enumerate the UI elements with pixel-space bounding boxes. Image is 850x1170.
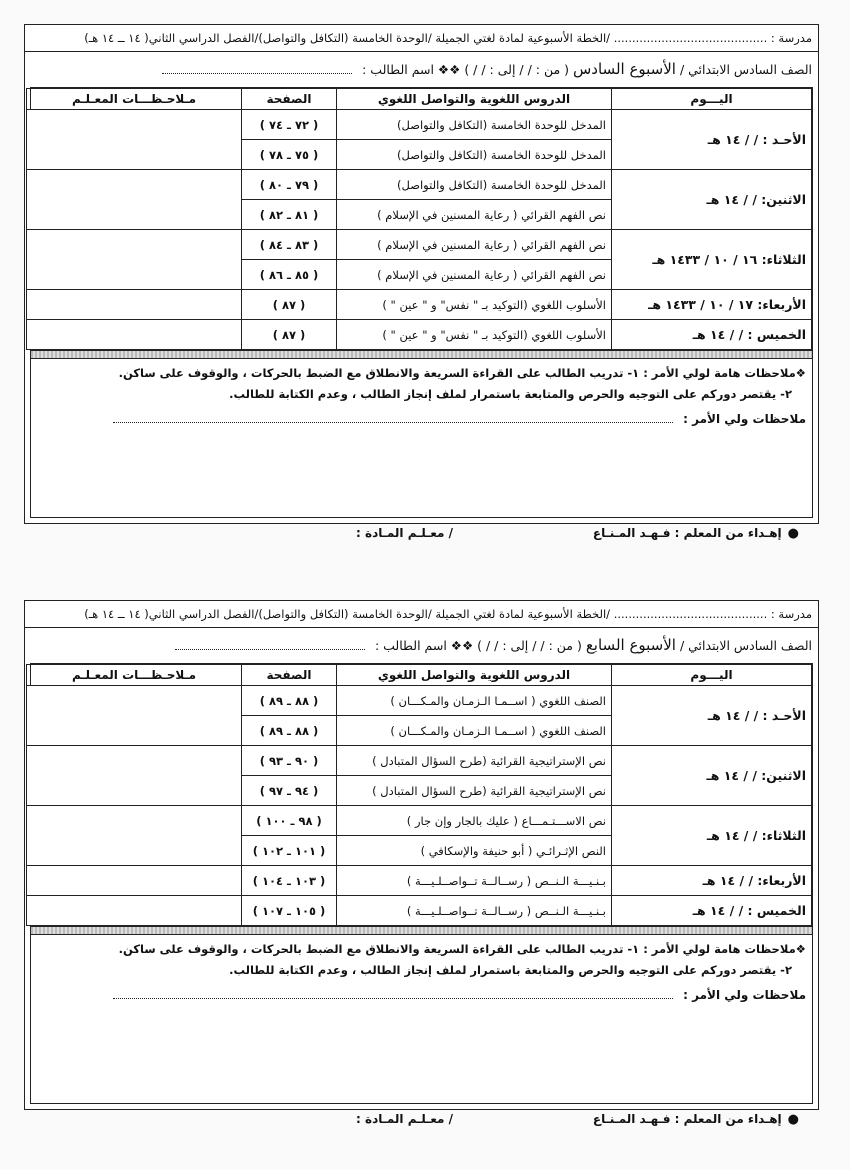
header-teacher-notes: مـلاحـظـــات المعـلـم: [27, 665, 242, 686]
header-day: اليـــوم: [612, 89, 812, 110]
table-row: [27, 110, 812, 140]
school-label: مدرسة :: [770, 31, 812, 45]
table-row: [27, 290, 812, 320]
day-cell: الخميس : / / ١٤ هـ: [612, 320, 812, 350]
teacher-credit-text: إهـداء من المعلم : فـهـد المـنـاع: [592, 1112, 782, 1126]
notes-line-1: ❖ملاحظات هامة لولي الأمر : ١- تدريب الطالب على القراءة السريعة والانطلاق مع الضبط بالحركات ، والوقوف على ساكن.: [118, 942, 806, 956]
student-name-blank: [162, 61, 352, 74]
day-cell: الاثنين: / / ١٤ هـ: [612, 170, 812, 230]
weekly-plan-sheet-week-6: [24, 24, 819, 541]
lesson-cell: بـنـيـــة الـنــص ( رســالــة تــواصــلـيـــة ): [337, 896, 612, 926]
lesson-cell: المدخل للوحدة الخامسة (التكافل والتواصل): [337, 170, 612, 200]
page-cell: ( ٨٧ ): [242, 290, 337, 320]
table-row: [27, 896, 812, 926]
date-range-student-label: ( من : / / إلى : / / ) ❖❖ اسم الطالب :: [362, 62, 570, 77]
section-separator: [31, 350, 812, 359]
day-cell: الأربعاء: ١٧ / ١٠ / ١٤٣٣ هـ: [612, 290, 812, 320]
header-lessons: الدروس اللغوية والتواصل اللغوي: [337, 89, 612, 110]
lesson-cell: نص الإستراتيجية القرائية (طرح السؤال المتبادل ): [337, 776, 612, 806]
plan-title: /الخطة الأسبوعية لمادة لغتي الجميلة /الوحدة الخامسة (التكافل والتواصل)/الفصل الدراسي الثاني( ١٤ ــ ١٤ هـ): [84, 31, 611, 45]
table-row: [27, 230, 812, 260]
page-cell: ( ٧٥ ـ ٧٨ ): [242, 140, 337, 170]
day-cell: الخميس : / / ١٤ هـ: [612, 896, 812, 926]
parent-remarks-blank: [113, 412, 673, 423]
teacher-notes-cell[interactable]: [27, 320, 242, 350]
lesson-cell: الأسلوب اللغوي (التوكيد بـ " نفس" و " عين " ): [337, 320, 612, 350]
header-page: الصفحة: [242, 665, 337, 686]
page-cell: ( ٧٩ ـ ٨٠ ): [242, 170, 337, 200]
lesson-cell: النص الإثـرائـي ( أبو حنيفة والإسكافي ): [337, 836, 612, 866]
grade-label: الصف السادس الابتدائي /: [679, 62, 812, 77]
table-header-row: [27, 665, 812, 686]
page-cell: ( ٩٨ ـ ١٠٠ ): [242, 806, 337, 836]
plan-header-line: [25, 601, 818, 628]
page-cell: ( ٨٥ ـ ٨٦ ): [242, 260, 337, 290]
day-cell: الاثنين: / / ١٤ هـ: [612, 746, 812, 806]
lesson-cell: بـنـيـــة الـنــص ( رســالــة تــواصــلـيـــة ): [337, 866, 612, 896]
sheet-footer: [30, 1108, 813, 1130]
date-range-student-label: ( من : / / إلى : / / ) ❖❖ اسم الطالب :: [374, 638, 582, 653]
lessons-table: [26, 88, 812, 350]
lesson-cell: نص الاســـتـمـــاع ( عليك بالجار وإن جار ): [337, 806, 612, 836]
lesson-cell: الأسلوب اللغوي (التوكيد بـ " نفس" و " عين " ): [337, 290, 612, 320]
lesson-cell: نص الإستراتيجية القرائية (طرح السؤال المتبادل ): [337, 746, 612, 776]
school-label: مدرسة :: [770, 607, 812, 621]
day-cell: الثلاثاء: ١٦ / ١٠ / ١٤٣٣ هـ: [612, 230, 812, 290]
teacher-notes-cell[interactable]: [27, 866, 242, 896]
teacher-credit: [593, 1108, 799, 1131]
teacher-notes-cell[interactable]: [27, 806, 242, 866]
plan-table-frame: [30, 663, 813, 1104]
subject-teacher-label: / معـلـم المـادة :: [356, 526, 453, 540]
teacher-notes-cell[interactable]: [27, 230, 242, 290]
header-page: الصفحة: [242, 89, 337, 110]
teacher-credit-text: إهـداء من المعلم : فـهـد المـنـاع: [592, 526, 782, 540]
school-dots: ..........................................: [613, 31, 768, 45]
parent-remarks-line: [31, 981, 812, 1009]
lesson-cell: الصنف اللغوي ( اســمـا الـزمـان والمـكـــان ): [337, 716, 612, 746]
lesson-cell: المدخل للوحدة الخامسة (التكافل والتواصل): [337, 140, 612, 170]
table-row: [27, 806, 812, 836]
week-label: الأسبوع السادس: [573, 60, 676, 78]
teacher-notes-cell[interactable]: [27, 110, 242, 170]
teacher-notes-cell[interactable]: [27, 686, 242, 746]
lesson-cell: الصنف اللغوي ( اســمـا الـزمـان والمـكـــان ): [337, 686, 612, 716]
notes-line-2: ٢- يقتصر دوركم على التوجيه والحرص والمتابعة باستمرار لملف إنجاز الطالب ، وعدم الكتابة للطالب.: [229, 963, 792, 977]
page-cell: ( ٧٢ ـ ٧٤ ): [242, 110, 337, 140]
bullet-icon: ●: [787, 526, 799, 541]
week-label: الأسبوع السابع: [585, 636, 676, 654]
plan-title: /الخطة الأسبوعية لمادة لغتي الجميلة /الوحدة الخامسة (التكافل والتواصل)/الفصل الدراسي الثاني( ١٤ ــ ١٤ هـ): [84, 607, 611, 621]
student-name-blank: [175, 637, 365, 650]
page-cell: ( ٨٧ ): [242, 320, 337, 350]
page-cell: ( ٨٨ ـ ٨٩ ): [242, 716, 337, 746]
header-teacher-notes: مـلاحـظـــات المعـلـم: [27, 89, 242, 110]
parent-remarks-line: [31, 405, 812, 433]
page-cell: ( ١٠٥ ـ ١٠٧ ): [242, 896, 337, 926]
teacher-notes-cell[interactable]: [27, 746, 242, 806]
teacher-notes-cell[interactable]: [27, 290, 242, 320]
plan-table-frame: [30, 87, 813, 518]
lesson-cell: نص الفهم القرائي ( رعاية المسنين في الإسلام ): [337, 260, 612, 290]
lesson-cell: نص الفهم القرائي ( رعاية المسنين في الإسلام ): [337, 200, 612, 230]
parent-remarks-label: ملاحظات ولي الأمر :: [683, 412, 806, 426]
day-cell: الثلاثاء: / / ١٤ هـ: [612, 806, 812, 866]
parent-notes-block: [31, 359, 812, 405]
table-row: [27, 686, 812, 716]
table-row: [27, 866, 812, 896]
grade-label: الصف السادس الابتدائي /: [679, 638, 812, 653]
page-cell: ( ١٠٣ ـ ١٠٤ ): [242, 866, 337, 896]
page-cell: ( ١٠١ ـ ١٠٢ ): [242, 836, 337, 866]
plan-header-line: [25, 25, 818, 52]
lesson-cell: نص الفهم القرائي ( رعاية المسنين في الإسلام ): [337, 230, 612, 260]
day-cell: الأربعاء: / / ١٤ هـ: [612, 866, 812, 896]
grade-week-line: [25, 628, 818, 662]
parent-notes-block: [31, 935, 812, 981]
grade-week-line: [25, 52, 818, 86]
sheet-footer: [30, 522, 813, 544]
page-cell: ( ٨١ ـ ٨٢ ): [242, 200, 337, 230]
section-separator: [31, 926, 812, 935]
day-cell: الأحـد : / / ١٤ هـ: [612, 686, 812, 746]
school-dots: ..........................................: [613, 607, 768, 621]
teacher-notes-cell[interactable]: [27, 896, 242, 926]
parent-remarks-blank: [113, 988, 673, 999]
weekly-plan-sheet-week-7: [24, 600, 819, 1127]
notes-line-2: ٢- يقتصر دوركم على التوجيه والحرص والمتابعة باستمرار لملف إنجاز الطالب ، وعدم الكتابة للطالب.: [229, 387, 792, 401]
lesson-cell: المدخل للوحدة الخامسة (التكافل والتواصل): [337, 110, 612, 140]
table-row: [27, 320, 812, 350]
bullet-icon: ●: [787, 1112, 799, 1127]
page-cell: ( ٩٤ ـ ٩٧ ): [242, 776, 337, 806]
subject-teacher-label: / معـلـم المـادة :: [356, 1112, 453, 1126]
day-cell: الأحـد : / / ١٤ هـ: [612, 110, 812, 170]
table-row: [27, 746, 812, 776]
teacher-notes-cell[interactable]: [27, 170, 242, 230]
page-cell: ( ٨٨ ـ ٨٩ ): [242, 686, 337, 716]
notes-line-1: ❖ملاحظات هامة لولي الأمر : ١- تدريب الطالب على القراءة السريعة والانطلاق مع الضبط بالحركات ، والوقوف على ساكن.: [118, 366, 806, 380]
header-day: اليـــوم: [612, 665, 812, 686]
parent-remarks-label: ملاحظات ولي الأمر :: [683, 988, 806, 1002]
table-row: [27, 170, 812, 200]
page-cell: ( ٩٠ ـ ٩٣ ): [242, 746, 337, 776]
table-header-row: [27, 89, 812, 110]
header-lessons: الدروس اللغوية والتواصل اللغوي: [337, 665, 612, 686]
lessons-table: [26, 664, 812, 926]
teacher-credit: [593, 522, 799, 545]
page-cell: ( ٨٣ ـ ٨٤ ): [242, 230, 337, 260]
